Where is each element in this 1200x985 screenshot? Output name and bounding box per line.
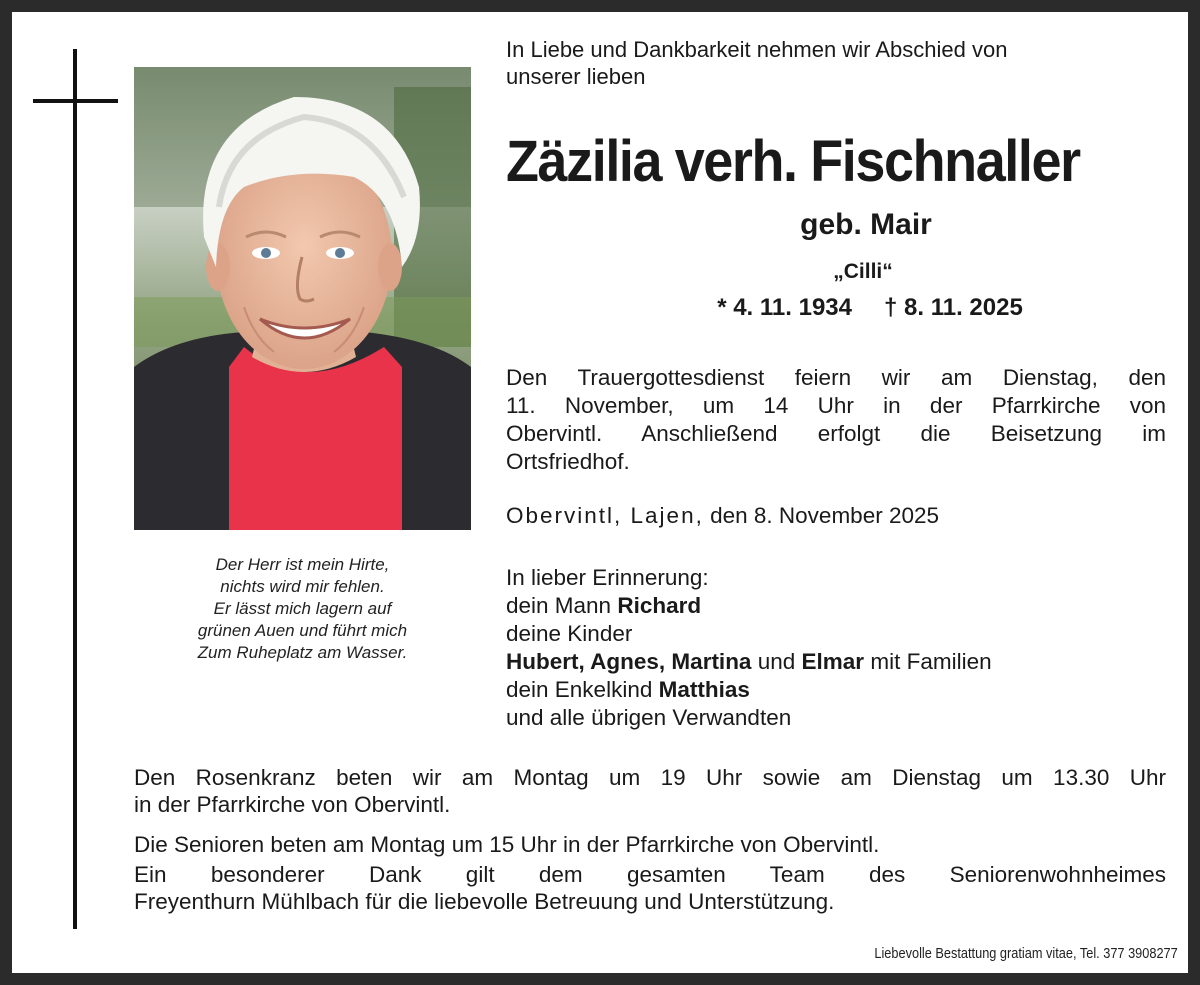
thanks-line: Ein besonderer Dank gilt dem gesamten Team des Seniorenwohnheimes — [134, 862, 1166, 887]
grandchild-name: Matthias — [658, 677, 750, 702]
notice-date: den 8. November 2025 — [710, 503, 940, 528]
deceased-name: Zäzilia verh. Fischnaller — [506, 129, 1080, 194]
service-line: Den Trauergottesdienst feiern wir am Dienstag, den — [506, 365, 1166, 390]
funeral-service-text — [506, 364, 1166, 476]
husband-prefix: dein Mann — [506, 593, 612, 618]
portrait-photo — [134, 67, 471, 530]
obituary-notice — [12, 12, 1188, 973]
rosary-line: Den Rosenkranz beten wir am Montag um 19 Uhr sowie am Dienstag um 13.30 Uhr — [134, 765, 1166, 790]
psalm-line: grünen Auen und führt mich — [197, 621, 408, 640]
intro-line: unserer lieben — [506, 64, 646, 89]
cross-vertical-bar — [73, 49, 77, 929]
intro-text — [506, 36, 1166, 90]
with-families: mit Familien — [870, 649, 992, 674]
nickname: „Cilli“ — [833, 260, 893, 283]
funeral-home-credit: Liebevolle Bestattung gratiam vitae, Tel. 377 3908277 — [874, 946, 1178, 962]
intro-line: In Liebe und Dankbarkeit nehmen wir Abschied von — [506, 37, 1008, 62]
psalm-line: Er lässt mich lagern auf — [213, 599, 392, 618]
death-date: † 8. 11. 2025 — [884, 294, 1023, 321]
service-line: Ortsfriedhof. — [506, 449, 630, 474]
children-names: Hubert, Agnes, Martina — [506, 649, 752, 674]
rosary-line: in der Pfarrkirche von Obervintl. — [134, 792, 451, 817]
birth-name: geb. Mair — [800, 208, 932, 241]
service-line: Obervintl. Anschließend erfolgt die Beisetzung im — [506, 421, 1166, 446]
life-dates — [506, 294, 1166, 322]
seniors-prayer: Die Senioren beten am Montag um 15 Uhr in der Pfarrkirche von Obervintl. — [134, 832, 880, 857]
last-child-name: Elmar — [801, 649, 865, 674]
place-date — [506, 502, 1166, 530]
family-husband — [506, 592, 1166, 620]
cross-horizontal-bar — [33, 99, 118, 103]
grandchild-prefix: dein Enkelkind — [506, 677, 653, 702]
birth-date: * 4. 11. 1934 — [717, 294, 852, 321]
place-location: Obervintl, Lajen, — [506, 503, 704, 528]
conjunction: und — [757, 649, 796, 674]
psalm-line: nichts wird mir fehlen. — [220, 577, 385, 596]
family-grandchild — [506, 676, 1166, 704]
thanks-text — [134, 861, 1166, 915]
family-heading: In lieber Erinnerung: — [506, 565, 709, 590]
psalm-line: Der Herr ist mein Hirte, — [215, 555, 390, 574]
husband-name: Richard — [617, 593, 702, 618]
psalm-line: Zum Ruheplatz am Wasser. — [197, 643, 408, 662]
family-list — [506, 564, 1166, 732]
psalm-verse — [134, 554, 471, 664]
service-line: 11. November, um 14 Uhr in der Pfarrkirche von — [506, 393, 1166, 418]
thanks-line: Freyenthurn Mühlbach für die liebevolle Betreuung und Unterstützung. — [134, 889, 835, 914]
rosary-info — [134, 764, 1166, 818]
family-children — [506, 648, 1166, 676]
family-children-label: deine Kinder — [506, 621, 633, 646]
family-relatives: und alle übrigen Verwandten — [506, 705, 792, 730]
